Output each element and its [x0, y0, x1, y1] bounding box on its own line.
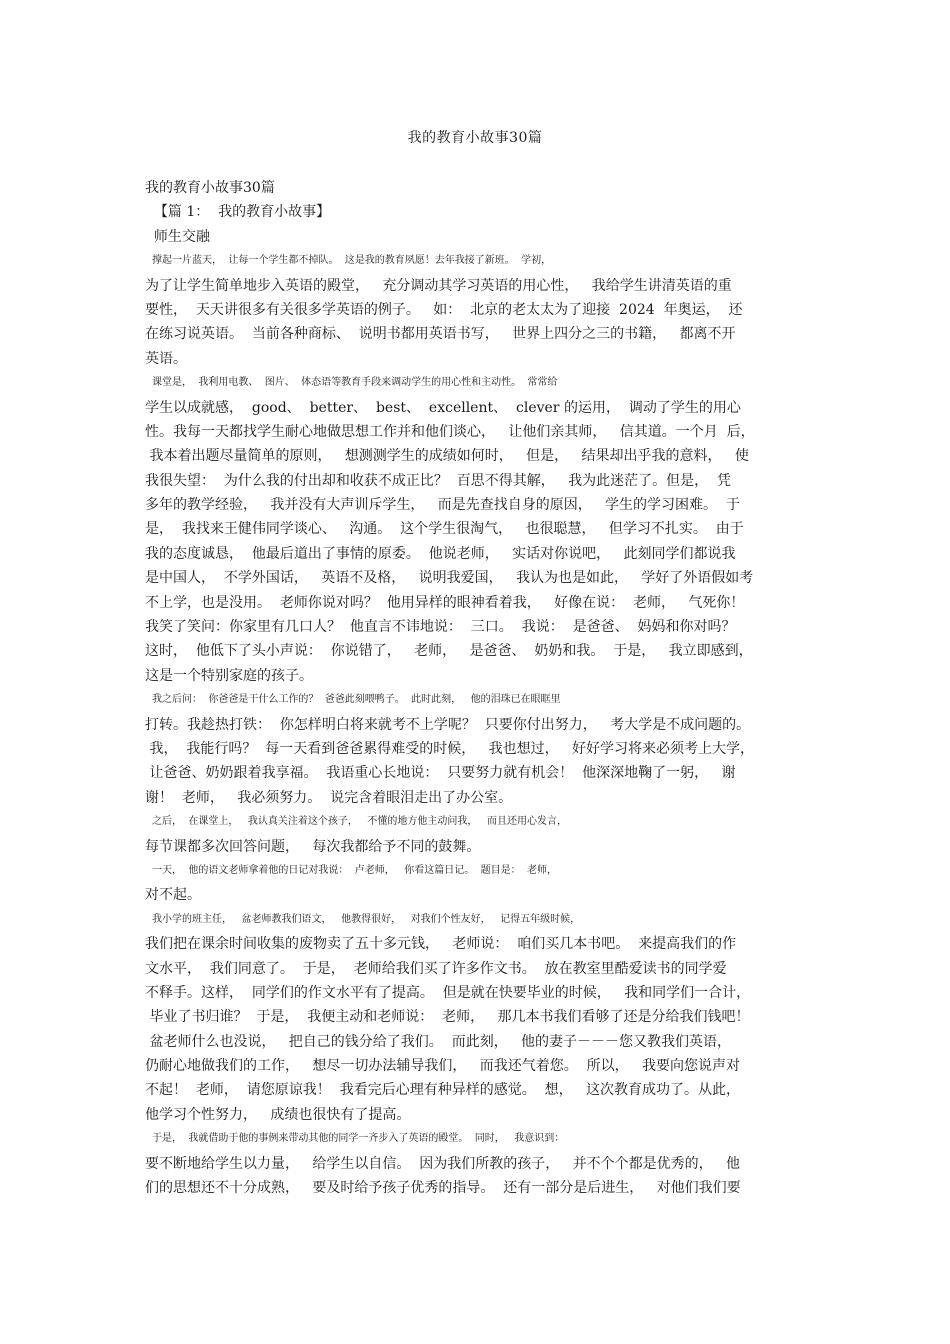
- text-line: 要性， 天天讲很多有关很多学英语的例子。 如： 北京的老太太为了迎接 2024 年奥运， 还: [145, 301, 743, 318]
- text-line: 他学习个性努力， 成绩也很快有了提高。: [145, 1106, 411, 1123]
- text-line: 我的教育小故事30篇: [145, 180, 275, 196]
- text-line: 我的态度诚恳， 他最后道出了事情的原委。 他说老师， 实话对你说吧， 此刻同学们都说我: [145, 545, 736, 562]
- text-line: 这时， 他低下了头小声说： 你说错了， 老师， 是爸爸、 奶奶和我。 于是， 我立即感到，: [145, 643, 753, 660]
- page-title: 我的教育小故事30篇: [407, 130, 543, 146]
- text-line: 每节课都多次回答问题， 每次我都给予不同的鼓舞。: [145, 838, 481, 855]
- text-line: 盆老师什么也没说， 把自己的钱分给了我们。 而此刻， 他的妻子－－－您又教我们英语，: [145, 1033, 732, 1050]
- text-line: 谢！ 老师， 我必须努力。 说完含着眼泪走出了办公室。: [145, 789, 513, 806]
- document-body: [145, 176, 813, 1200]
- text-line: 我笑了笑问：你家里有几口人？ 他直言不讳地说： 三口。 我说： 是爸爸、 妈妈和你对吗？: [145, 619, 736, 636]
- text-line: 打转。我趁热打铁： 你怎样明白将来就考不上学呢？ 只要你付出努力， 考大学是不成问题的。: [145, 716, 751, 733]
- text-line: 不上学，也是没用。 老师你说对吗？ 他用异样的眼神看着我， 好像在说： 老师， 气死你！: [145, 594, 745, 611]
- text-line: 英语。: [145, 350, 187, 367]
- text-line: 不起！ 老师， 请您原谅我！ 我看完后心理有种异样的感觉。 想， 这次教育成功了。从此，: [145, 1082, 740, 1099]
- text-line: 是， 我找来王健伟同学谈心、 沟通。 这个学生很淘气， 也很聪慧， 但学习不扎实。 由于: [145, 521, 744, 538]
- text-line: 我小学的班主任， 盆老师教我们语文， 他教得很好， 对我们个性友好， 记得五年级时候，: [152, 913, 581, 925]
- text-line: 我之后问： 你爸爸是干什么工作的？ 爸爸此刻喂鸭子。 此时此刻， 他的泪珠已在眼眶里: [152, 694, 561, 706]
- text-line: 撑起一片蓝天， 让每一个学生都不掉队。 这是我的教育夙愿！去年我接了新班。 学初，: [152, 255, 552, 267]
- text-line: 【篇 1： 我的教育小故事】: [145, 204, 331, 221]
- text-line: 文水平， 我们同意了。 于是， 老师给我们买了许多作文书。 放在教室里酷爱读书的同学爱: [145, 960, 727, 977]
- text-line: 这是一个特别家庭的孩子。: [145, 667, 313, 684]
- text-line: 要不断地给学生以力量， 给学生以自信。 因为我们所教的孩子， 并不个个都是优秀的， 他: [145, 1155, 740, 1172]
- text-line: 们的思想还不十分成熟， 要及时给予孩子优秀的指导。 还有一部分是后进生， 对他们我们要: [145, 1180, 741, 1197]
- text-line: 我们把在课余时间收集的废物卖了五十多元钱， 老师说： 咱们买几本书吧。 来提高我们的作: [145, 936, 737, 953]
- text-line: 在练习说英语。 当前各种商标、 说明书都用英语书写， 世界上四分之三的书籍， 都离不开: [145, 326, 736, 343]
- text-line: 之后， 在课堂上， 我认真关注着这个孩子， 不懂的地方他主动问我， 而且还用心发言，: [152, 816, 567, 828]
- text-line: 一天， 他的语文老师拿着他的日记对我说： 卢老师， 你看这篇日记。 题目是： 老师，: [152, 864, 557, 876]
- text-line: 于是， 我就借助于他的事例来带动其他的同学一齐步入了英语的殿堂。 同时， 我意识到：: [152, 1133, 565, 1145]
- text-line: 是中国人， 不学外国话， 英语不及格， 说明我爱国， 我认为也是如此， 学好了外语假如考: [145, 570, 754, 587]
- text-line: 多年的教学经验， 我并没有大声训斥学生， 而是先查找自身的原因， 学生的学习困难。 于: [145, 497, 740, 514]
- text-line: 师生交融: [145, 228, 210, 245]
- text-line: 不释手。这样， 同学们的作文水平有了提高。 但是就在快要毕业的时候， 我和同学们一合计，: [145, 984, 751, 1001]
- text-line: 对不起。: [145, 887, 201, 904]
- text-line: 让爸爸、奶奶跟着我享福。 我语重心长地说： 只要努力就有机会！ 他深深地鞠了一躬， 谢: [145, 765, 736, 782]
- text-line: 我很失望： 为什么我的付出却和收获不成正比？ 百思不得其解， 我为此迷茫了。但是， 凭: [145, 472, 732, 489]
- text-line: 课堂是， 我利用电教、 图片、 体态语等教育手段来调动学生的用心性和主动性。 常常给: [152, 377, 558, 389]
- text-line: 为了让学生简单地步入英语的殿堂， 充分调动其学习英语的用心性， 我给学生讲清英语的重: [145, 277, 732, 294]
- text-line: 仍耐心地做我们的工作， 想尽一切办法辅导我们， 而我还气着您。 所以， 我要向您说声对: [145, 1058, 740, 1075]
- text-line: 我， 我能行吗？ 每一天看到爸爸累得难受的时候， 我也想过， 好好学习将来必须考上大学，: [145, 740, 754, 757]
- text-line: 学生以成就感， good、 better、 best、 excellent、 clever 的运用， 调动了学生的用心: [145, 399, 741, 416]
- text-line: 我本着出题尽量简单的原则， 想测测学生的成绩如何时， 但是， 结果却出乎我的意料， 使: [145, 448, 749, 465]
- text-line: 毕业了书归谁？ 于是， 我便主动和老师说： 老师， 那几本书我们看够了还是分给我们钱吧！: [145, 1009, 750, 1026]
- text-line: 性。我每一天都找学生耐心地做思想工作并和他们谈心， 让他们亲其师， 信其道。一个月 后，: [145, 423, 755, 440]
